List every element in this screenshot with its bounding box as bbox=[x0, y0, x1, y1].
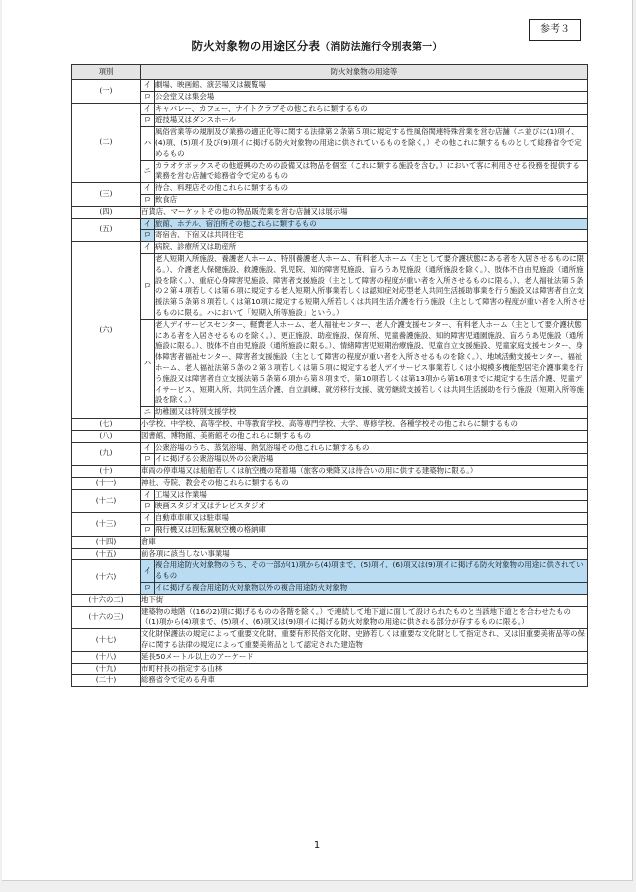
table-row bbox=[72, 183, 588, 195]
subcategory-cell: ロ bbox=[141, 115, 155, 127]
table-row bbox=[72, 594, 588, 606]
subcategory-cell: イ bbox=[141, 560, 155, 583]
subcategory-cell: ロ bbox=[141, 253, 155, 319]
use-description: 劇場、映画館、演芸場又は観覧場 bbox=[155, 80, 588, 92]
subcategory-cell: ハ bbox=[141, 127, 155, 160]
category-cell: (一) bbox=[72, 80, 141, 104]
use-description: 公会堂又は集会場 bbox=[155, 91, 588, 103]
page-title bbox=[2, 38, 632, 54]
table-row bbox=[72, 230, 588, 242]
table-row bbox=[72, 91, 588, 103]
table-row bbox=[72, 663, 588, 675]
table-row bbox=[72, 218, 588, 230]
use-description: 寄宿舎、下宿又は共同住宅 bbox=[155, 230, 588, 242]
table-row bbox=[72, 430, 588, 442]
subcategory-cell: イ bbox=[141, 183, 155, 195]
use-description: 公衆浴場のうち、蒸気浴場、熱気浴場その他これらに類するもの bbox=[155, 442, 588, 454]
subcategory-cell: ロ bbox=[141, 194, 155, 206]
subcategory-cell: イ bbox=[141, 489, 155, 501]
table-row bbox=[72, 253, 588, 319]
category-cell: (二十) bbox=[72, 675, 141, 687]
use-description: 前各項に該当しない事業場 bbox=[141, 548, 588, 560]
use-description: 待合、料理店その他これらに類するもの bbox=[155, 183, 588, 195]
table-row bbox=[72, 206, 588, 218]
use-description: 百貨店、マーケットその他の物品販売業を営む店舗又は展示場 bbox=[141, 206, 588, 218]
category-cell: (十九) bbox=[72, 663, 141, 675]
table-row bbox=[72, 606, 588, 629]
table-row bbox=[72, 536, 588, 548]
subcategory-cell: ロ bbox=[141, 583, 155, 595]
table-row bbox=[72, 513, 588, 525]
subcategory-cell: ロ bbox=[141, 91, 155, 103]
category-cell: (八) bbox=[72, 430, 141, 442]
use-description: 建築物の地階（(16の2)項に掲げるものの各階を除く。）で連続して地下道に面して設けられたものと当該地下道とを合わせたもの（(1)項から(4)項まで、(5)項イ、(6)項又は(9)項イに掲げる防火対象物の用途に供される部分が存するものに限る。） bbox=[141, 606, 588, 629]
subcategory-cell: イ bbox=[141, 442, 155, 454]
use-description: 工場又は作業場 bbox=[155, 489, 588, 501]
category-cell: (十五) bbox=[72, 548, 141, 560]
use-description: 地下街 bbox=[141, 594, 588, 606]
table-row bbox=[72, 466, 588, 478]
table-row bbox=[72, 501, 588, 513]
page-number: 1 bbox=[313, 840, 321, 851]
table-row bbox=[72, 675, 588, 687]
subcategory-cell: イ bbox=[141, 103, 155, 115]
category-cell: (十七) bbox=[72, 629, 141, 652]
reference-badge: 参考３ bbox=[529, 19, 581, 41]
subcategory-cell: ニ bbox=[141, 160, 155, 183]
table-row bbox=[72, 548, 588, 560]
category-cell: (十四) bbox=[72, 536, 141, 548]
table-row bbox=[72, 103, 588, 115]
table-row bbox=[72, 407, 588, 419]
category-cell: (七) bbox=[72, 418, 141, 430]
use-description-highlighted: イに掲げる複合用途防火対象物以外の複合用途防火対象物 bbox=[155, 583, 588, 595]
use-description: イに掲げる公衆浴場以外の公衆浴場 bbox=[155, 454, 588, 466]
table-row bbox=[72, 477, 588, 489]
use-classification-table bbox=[71, 64, 588, 687]
header-category: 項別 bbox=[72, 65, 141, 80]
use-description: 飲食店 bbox=[155, 194, 588, 206]
table-row bbox=[72, 442, 588, 454]
use-description: キャバレー、カフェー、ナイトクラブその他これらに類するもの bbox=[155, 103, 588, 115]
table-row bbox=[72, 560, 588, 583]
header-use: 防火対象物の用途等 bbox=[141, 65, 588, 80]
category-cell: (十二) bbox=[72, 489, 141, 513]
use-description: 小学校、中学校、高等学校、中等教育学校、高等専門学校、大学、専修学校、各種学校その他これらに類するもの bbox=[141, 418, 588, 430]
use-description: 老人短期入所施設、養護老人ホーム、特別養護老人ホーム、有料老人ホーム（主として要介護状態にある者を入居させるものに限る。）、介護老人保健施設、救護施設、乳児院、知的障害児施設、盲ろうあ児施設（通所施設を除く。）、肢体不自由児施設（通所施設を除く。）、重症心身障害児施設、障害者支援施設（主として障害の程度が重い者を入所させるものに限る。）、老人福祉法第５条の２第４項若しくは第６項に規定する老人短期入所事業若しくは認知症対応型老人共同生活援助事業を行う施設又は障害者自立支援法第５条第８項若しくは第10項に規定する短期入所若しくは共同生活介護を行う施設（主として障害の程度が重い者を入所させるものに限る。ハにおいて「短期入所等施設」という。） bbox=[155, 253, 588, 319]
use-description: 神社、寺院、教会その他これらに類するもの bbox=[141, 477, 588, 489]
table-row bbox=[72, 319, 588, 406]
subcategory-cell: イ bbox=[141, 218, 155, 230]
use-description: 病院、診療所又は助産所 bbox=[155, 242, 588, 254]
category-cell: (九) bbox=[72, 442, 141, 466]
table-row bbox=[72, 127, 588, 160]
subcategory-cell: イ bbox=[141, 80, 155, 92]
table-row bbox=[72, 242, 588, 254]
table-row bbox=[72, 80, 588, 92]
table-row bbox=[72, 454, 588, 466]
subcategory-cell: ロ bbox=[141, 525, 155, 537]
use-description: 市町村長の指定する山林 bbox=[141, 663, 588, 675]
use-description-highlighted: 複合用途防火対象物のうち、その一部が(1)項から(4)項まで、(5)項イ、(6)項又は(9)項イに掲げる防火対象物の用途に供されているもの bbox=[155, 560, 588, 583]
use-description-highlighted: 旅館、ホテル、宿泊所その他これらに類するもの bbox=[155, 218, 588, 230]
table-row bbox=[72, 525, 588, 537]
use-description: 倉庫 bbox=[141, 536, 588, 548]
table-row bbox=[72, 115, 588, 127]
use-description: 文化財保護法の規定によって重要文化財、重要有形民俗文化財、史跡若しくは重要な文化財として指定され、又は旧重要美術品等の保存に関する法律の規定によって重要美術品として認定された建造物 bbox=[141, 629, 588, 652]
category-cell: (十一) bbox=[72, 477, 141, 489]
use-description: 老人デイサービスセンター、軽費老人ホーム、老人福祉センター、老人介護支援センター、有料老人ホーム（主として要介護状態にある者を入居させるものを除く。）、更正施設、助産施設、保育所、児童養護施設、知的障害児通園施設、盲ろうあ児施設（通所施設に限る。）、肢体不自由児施設（通所施設に限る。）、情緒障害児短期治療施設、児童自立支援施設、児童家庭支援センター、身体障害者福祉センター、障害者支援施設（主として障害の程度が重い者を入所させるものを除く。）、地域活動支援センター、福祉ホーム、老人福祉法第５条の２第３項若しくは第５項に規定する老人デイサービス事業若しくは小規模多機能型居宅介護事業を行う施設又は障害者自立支援法第５条第６項から第８項まで、第10項若しくは第13項から第16項までに規定する生活介護、児童デイサービス、短期入所、共同生活介護、自立訓練、就労移行支援、就労継続支援若しくは共同生活援助を行う施設（短期入所等施設を除く。） bbox=[155, 319, 588, 406]
category-cell: (十八) bbox=[72, 651, 141, 663]
category-cell: (四) bbox=[72, 206, 141, 218]
title-subtitle: （消防法施行令別表第一） bbox=[320, 42, 443, 53]
table-row bbox=[72, 418, 588, 430]
use-description: カラオケボックスその他遊興のための設備又は物品を個室（これに類する施設を含む。）において客に利用させる役務を提供する業務を営む店舗で総務省令で定めるもの bbox=[155, 160, 588, 183]
category-cell: (三) bbox=[72, 183, 141, 207]
use-description: 図書館、博物館、美術館その他これらに類するもの bbox=[141, 430, 588, 442]
table-row bbox=[72, 160, 588, 183]
subcategory-cell: ロ bbox=[141, 454, 155, 466]
category-cell: (十) bbox=[72, 466, 141, 478]
table-row bbox=[72, 583, 588, 595]
use-description: 遊技場又はダンスホール bbox=[155, 115, 588, 127]
category-cell: (十六) bbox=[72, 560, 141, 594]
table-row bbox=[72, 651, 588, 663]
subcategory-cell: ハ bbox=[141, 319, 155, 406]
subcategory-cell: イ bbox=[141, 513, 155, 525]
use-description: 飛行機又は回転翼航空機の格納庫 bbox=[155, 525, 588, 537]
use-description: 自動車車庫又は駐車場 bbox=[155, 513, 588, 525]
subcategory-cell: ロ bbox=[141, 501, 155, 513]
use-description: 風俗営業等の規制及び業務の適正化等に関する法律第２条第５項に規定する性風俗関連特殊営業を営む店舗（ニ並びに(1)項イ、(4)項、(5)項イ及び(9)項イに掲げる防火対象物の用途に供されているものを除く。）その他これに類するものとして総務省令で定めるもの bbox=[155, 127, 588, 160]
title-main: 防火対象物の用途区分表 bbox=[191, 39, 321, 53]
category-cell: (十三) bbox=[72, 513, 141, 537]
use-description: 総務省令で定める舟車 bbox=[141, 675, 588, 687]
category-cell: (六) bbox=[72, 242, 141, 419]
use-description: 延長50メートル以上のアーケード bbox=[141, 651, 588, 663]
table-row bbox=[72, 194, 588, 206]
use-description: 車両の停車場又は船舶若しくは航空機の発着場（旅客の乗降又は待合いの用に供する建築物に限る。） bbox=[141, 466, 588, 478]
category-cell: (二) bbox=[72, 103, 141, 183]
table-header-row bbox=[72, 65, 588, 80]
subcategory-cell: ニ bbox=[141, 407, 155, 419]
use-description: 映画スタジオ又はテレビスタジオ bbox=[155, 501, 588, 513]
subcategory-cell: イ bbox=[141, 242, 155, 254]
document-page bbox=[2, 0, 633, 881]
category-cell: (十六の二) bbox=[72, 594, 141, 606]
subcategory-cell: ロ bbox=[141, 230, 155, 242]
table-row bbox=[72, 489, 588, 501]
table-row bbox=[72, 629, 588, 652]
category-cell: (十六の三) bbox=[72, 606, 141, 629]
category-cell: (五) bbox=[72, 218, 141, 242]
use-description: 幼稚園又は特別支援学校 bbox=[155, 407, 588, 419]
